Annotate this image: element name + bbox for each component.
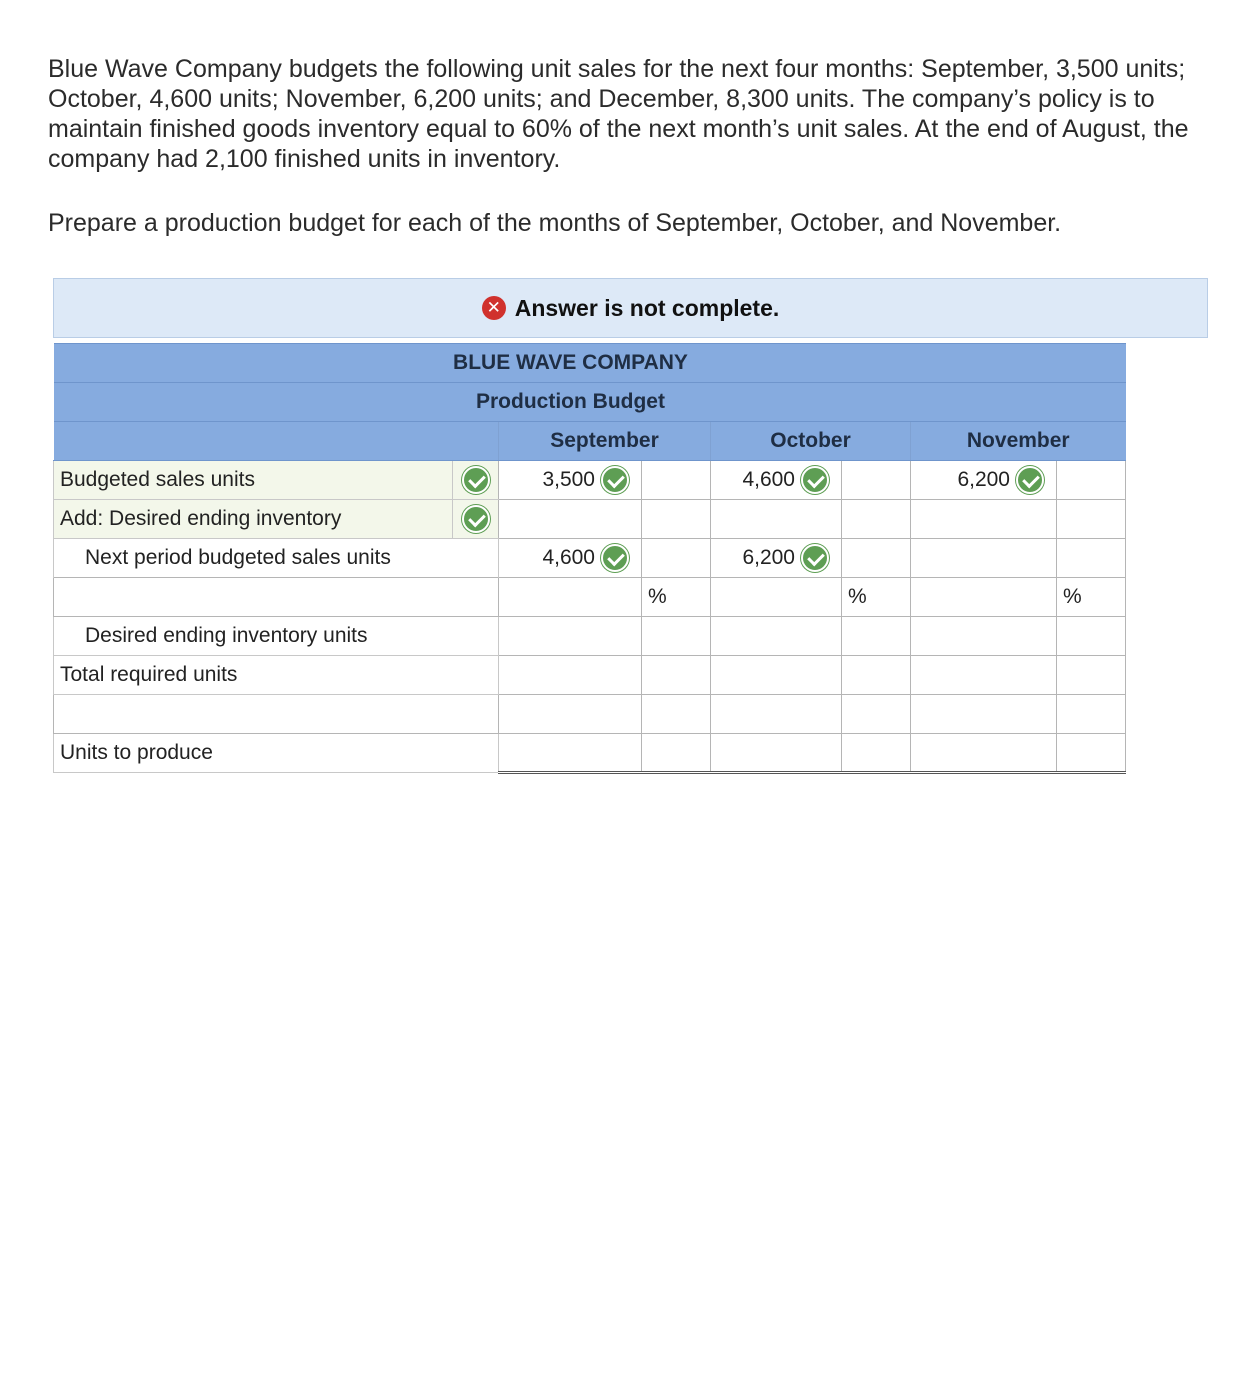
nov-percent-symbol: % [1057,578,1126,617]
oct-total-required-input[interactable] [711,656,842,695]
oct-blank-input[interactable] [842,539,911,578]
sep-blank-input[interactable] [642,461,711,500]
table-row [54,734,1126,773]
sep-budgeted-sales-value: 3,500 [542,468,595,491]
check-icon [601,544,629,572]
nov-blank-input[interactable] [1057,656,1126,695]
percent-row-label-input[interactable] [54,578,499,617]
oct-blank-input[interactable] [842,461,911,500]
sep-percent-symbol: % [642,578,711,617]
nov-add-desired-input[interactable] [911,500,1057,539]
nov-blank-input[interactable] [1057,695,1126,734]
nov-blank-row-input[interactable] [911,695,1057,734]
sep-blank-input[interactable] [642,695,711,734]
sep-blank-input[interactable] [642,617,711,656]
nov-units-to-produce-input[interactable] [911,734,1057,773]
sep-next-period-input[interactable] [499,539,642,578]
oct-units-to-produce-input[interactable] [711,734,842,773]
blank-row-label-input[interactable] [54,695,499,734]
month-header-september: September [499,422,711,461]
month-header-november: November [911,422,1126,461]
check-icon [801,544,829,572]
oct-blank-input[interactable] [842,656,911,695]
row-label-budgeted-sales[interactable]: Budgeted sales units [54,461,453,500]
table-row [54,695,1126,734]
row-label-desired-ending-units: Desired ending inventory units [54,617,499,656]
sep-percent-input[interactable] [499,578,642,617]
nov-blank-input[interactable] [1057,539,1126,578]
nov-next-period-input[interactable] [911,539,1057,578]
nov-blank-input[interactable] [1057,461,1126,500]
nov-percent-input[interactable] [911,578,1057,617]
sep-blank-input[interactable] [642,734,711,773]
oct-add-desired-input[interactable] [711,500,842,539]
nov-budgeted-sales-value: 6,200 [957,468,1010,491]
problem-instruction: Prepare a production budget for each of the months of September, October, and November. [48,209,1062,237]
production-budget-table [53,343,1126,774]
budget-title: Production Budget [476,390,665,413]
nov-total-required-input[interactable] [911,656,1057,695]
table-row [54,617,1126,656]
sep-desired-ending-input[interactable] [499,617,642,656]
check-icon [1016,466,1044,494]
sep-budgeted-sales-input[interactable] [499,461,642,500]
check-icon [462,505,490,533]
oct-next-period-value: 6,200 [742,546,795,569]
sep-add-desired-input[interactable] [499,500,642,539]
oct-percent-input[interactable] [711,578,842,617]
row-label-units-to-produce: Units to produce [54,734,499,773]
check-icon [801,466,829,494]
company-name: BLUE WAVE COMPANY [453,351,688,374]
oct-blank-input[interactable] [842,734,911,773]
nov-desired-ending-input[interactable] [911,617,1057,656]
check-icon [601,466,629,494]
table-row [54,539,1126,578]
sep-total-required-input[interactable] [499,656,642,695]
sep-units-to-produce-input[interactable] [499,734,642,773]
row-label-next-period-sales: Next period budgeted sales units [54,539,499,578]
nov-blank-input[interactable] [1057,734,1126,773]
answer-status-banner [53,278,1208,338]
month-header-october: October [711,422,911,461]
oct-percent-symbol: % [842,578,911,617]
oct-blank-input[interactable] [842,695,911,734]
oct-budgeted-sales-value: 4,600 [742,468,795,491]
oct-next-period-input[interactable] [711,539,842,578]
x-circle-icon: ✕ [482,296,506,320]
problem-text: Blue Wave Company budgets the following unit sales for the next four months: September, 3,500 units; October, 4,600 units; November, 6,200 units; and December, 8,300 units. The company’s policy is to maintain finished goods inventory equal to 60% of the next month’s unit sales. At the end of August, the company had 2,100 finished units in inventory. [48,55,1189,173]
table-row [54,656,1126,695]
oct-budgeted-sales-input[interactable] [711,461,842,500]
sep-next-period-value: 4,600 [542,546,595,569]
row-label-total-required: Total required units [54,656,499,695]
table-row [54,500,1126,539]
answer-status-text: Answer is not complete. [514,294,780,321]
table-row [54,461,1126,500]
sep-blank-input[interactable] [642,500,711,539]
sep-blank-row-input[interactable] [499,695,642,734]
nov-blank-input[interactable] [1057,500,1126,539]
check-icon [462,466,490,494]
sep-blank-input[interactable] [642,539,711,578]
oct-blank-input[interactable] [842,500,911,539]
oct-desired-ending-input[interactable] [711,617,842,656]
sep-blank-input[interactable] [642,656,711,695]
oct-blank-row-input[interactable] [711,695,842,734]
row-label-add-desired-ending[interactable]: Add: Desired ending inventory [54,500,453,539]
table-row [54,578,1126,617]
nov-budgeted-sales-input[interactable] [911,461,1057,500]
nov-blank-input[interactable] [1057,617,1126,656]
oct-blank-input[interactable] [842,617,911,656]
